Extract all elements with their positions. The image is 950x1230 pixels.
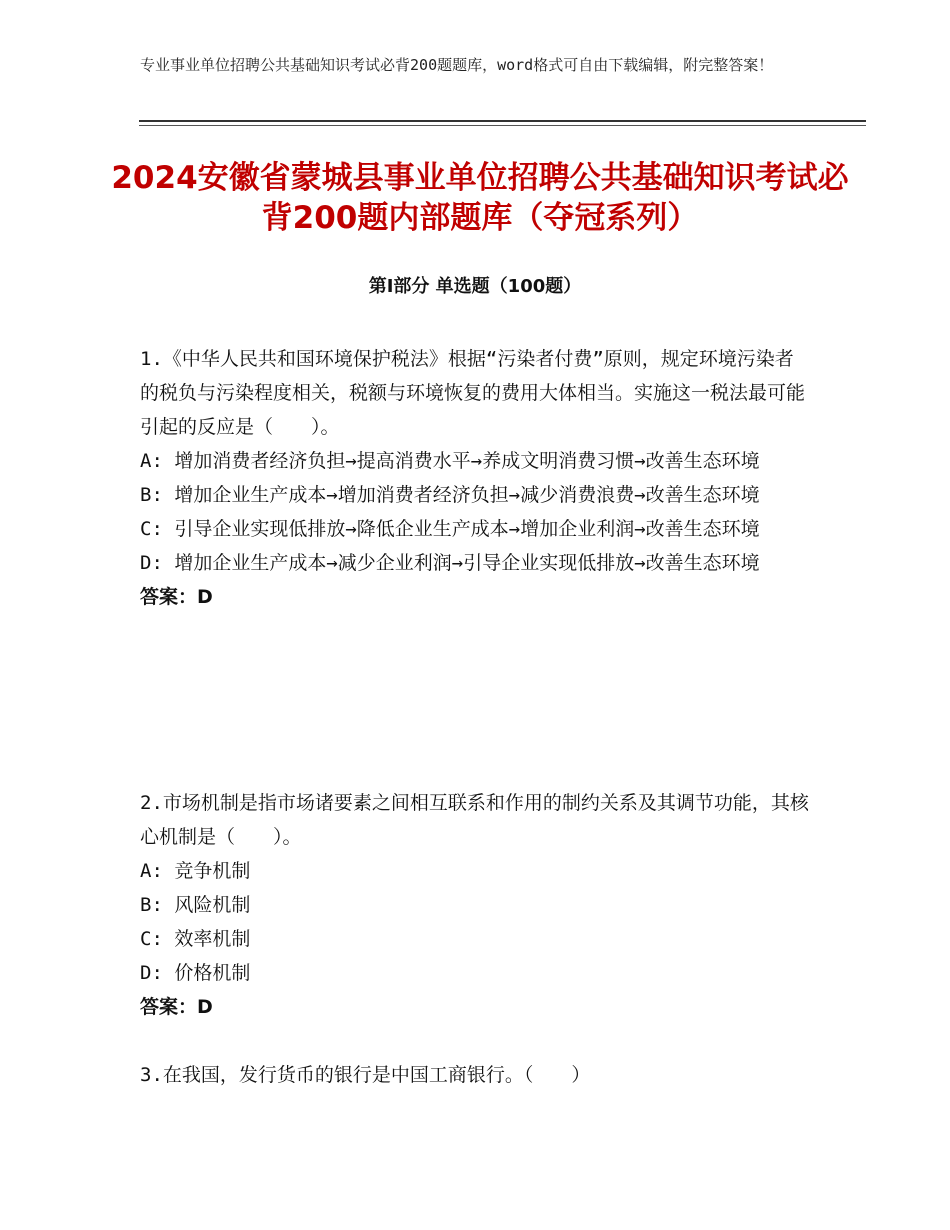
option-d: D: 增加企业生产成本→减少企业利润→引导企业实现低排放→改善生态环境 <box>140 552 760 574</box>
answer: 答案：D <box>140 996 213 1018</box>
option-c: C: 效率机制 <box>140 928 251 950</box>
section-title: 第I部分 单选题（100题） <box>368 276 582 297</box>
option-b: B: 增加企业生产成本→增加消费者经济负担→减少消费浪费→改善生态环境 <box>140 484 760 506</box>
question-stem: 3.在我国，发行货币的银行是中国工商银行。（ ） <box>140 1064 591 1086</box>
header-note: 专业事业单位招聘公共基础知识考试必背200题题库，word格式可自由下载编辑，附完整答案！ <box>140 56 774 74</box>
option-b: B: 风险机制 <box>140 894 251 916</box>
question-3 <box>140 1058 810 1092</box>
question-2 <box>140 786 810 1024</box>
option-c: C: 引导企业实现低排放→降低企业生产成本→增加企业利润→改善生态环境 <box>140 518 760 540</box>
document-title: 2024安徽省蒙城县事业单位招聘公共基础知识考试必背200题内部题库（夺冠系列） <box>111 160 849 236</box>
option-a: A: 竞争机制 <box>140 860 251 882</box>
question-stem: 1.《中华人民共和国环境保护税法》根据“污染者付费”原则，规定环境污染者的税负与污染程度相关，税额与环境恢复的费用大体相当。实施这一税法最可能引起的反应是（ ）。 <box>140 348 806 438</box>
header-rule-thick <box>139 120 866 122</box>
option-a: A: 增加消费者经济负担→提高消费水平→养成文明消费习惯→改善生态环境 <box>140 450 760 472</box>
answer: 答案：D <box>140 586 213 608</box>
header-rule-thin <box>139 125 866 126</box>
question-1 <box>140 342 810 614</box>
option-d: D: 价格机制 <box>140 962 251 984</box>
question-stem: 2.市场机制是指市场诸要素之间相互联系和作用的制约关系及其调节功能，其核心机制是（ ）。 <box>140 792 809 848</box>
